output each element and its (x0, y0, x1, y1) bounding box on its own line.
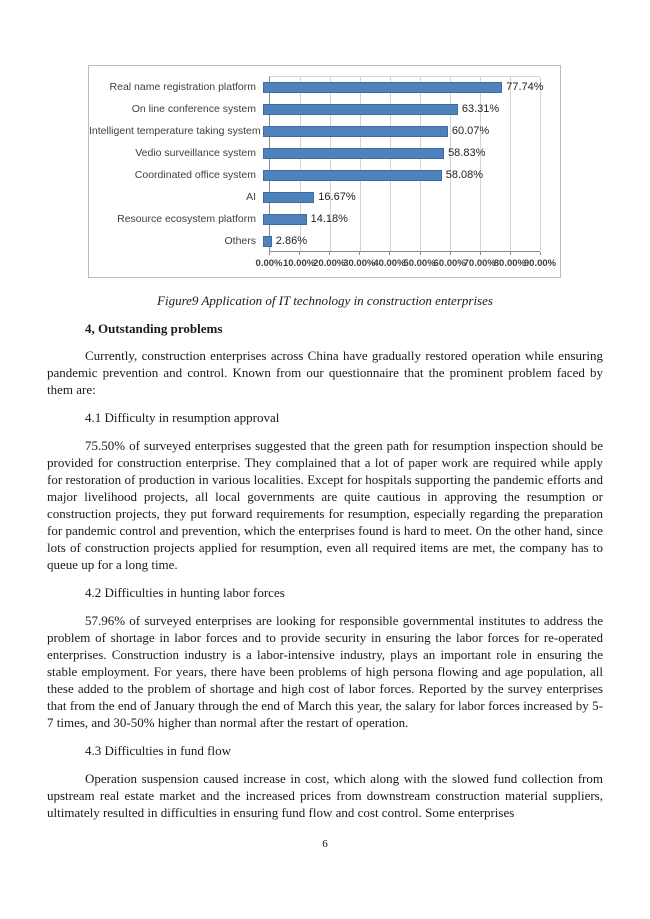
body-paragraph: Operation suspension caused increase in cost, which along with the slowed fund collection from upstream real estate market and the increased prices from downstream construction material suppliers, ultimately resulted in difficulties in ensuring fund flow and cost control. Some enterprises (47, 771, 603, 820)
chart-bar-value-label: 58.83% (448, 147, 486, 159)
figure-caption: Figure9 Application of IT technology in construction enterprises (157, 293, 493, 308)
section-subheading: 4.3 Difficulties in fund flow (85, 743, 231, 758)
chart-x-tick-label: 70.00% (463, 258, 496, 269)
section-subheading: 4.1 Difficulty in resumption approval (85, 410, 280, 425)
chart-x-tick-label: 40.00% (373, 258, 406, 269)
chart-row (89, 230, 540, 252)
section-subheading: 4.2 Difficulties in hunting labor forces (85, 585, 285, 600)
chart-x-tick (510, 252, 511, 255)
chart-x-tick (450, 252, 451, 255)
chart-bar-track (263, 76, 544, 98)
chart-bar (263, 170, 442, 181)
chart-row (89, 76, 544, 98)
chart-bar-value-label: 58.08% (445, 169, 484, 181)
chart-x-tick-label: 0.00% (255, 258, 283, 269)
body-paragraph: Currently, construction enterprises across China have gradually restored operation while ensuring pandemic prevention and control. Known from our questionnaire that the prominent problem faced by them are: (47, 348, 603, 397)
chart-bar-track (263, 120, 540, 142)
chart-bar (263, 192, 314, 203)
body-paragraph: 57.96% of surveyed enterprises are looking for responsible governmental institutes to address the problem of shortage in labor forces and to provide security in ensuring the labor forces for re-operated enterprises. Construction industry is a labor-intensive industry, plays an important role in ensuring the stable employment. For years, there have been problems of high persona flowing and age population, all these added to the problem of shortage and high cost of labor forces. Reported by the survey enterprises that from the end of January through the end of March this year, the salary for labor forces increased by 5-7 times, and 30-50% higher than normal after the restart of operation. (47, 613, 603, 730)
chart-row (89, 164, 540, 186)
chart-category-label: AI (246, 191, 256, 203)
chart-x-tick (329, 252, 330, 255)
chart-bar (263, 82, 502, 93)
chart-row (89, 120, 540, 142)
chart-category-label: On line conference system (131, 103, 256, 115)
chart-x-tick (540, 252, 541, 255)
chart-x-tick-label: 50.00% (403, 258, 436, 269)
chart-bar-value-label: 14.18% (310, 213, 348, 225)
chart-category-label: Vedio surveillance system (135, 147, 256, 159)
chart-x-tick (269, 252, 270, 255)
chart-bar-track (263, 208, 540, 230)
page-number: 6 (322, 838, 328, 850)
chart-category-label: Coordinated office system (134, 169, 256, 181)
chart-x-tick-label: 20.00% (313, 258, 346, 269)
chart-bar (263, 214, 307, 225)
chart-bar-track (263, 98, 540, 120)
chart-bar-value-label: 2.86% (275, 235, 307, 247)
chart-bar-value-label: 77.74% (506, 81, 544, 93)
chart-category-label: Intelligent temperature taking system (89, 125, 261, 137)
chart-x-tick-label: 90.00% (523, 258, 557, 269)
chart-category-label: Real name registration platform (109, 81, 256, 93)
chart-category-label: Resource ecosystem platform (117, 213, 256, 225)
chart-row (89, 98, 540, 120)
chart-x-tick-label: 10.00% (282, 258, 316, 269)
chart-row (89, 142, 540, 164)
chart-bar (263, 148, 444, 159)
section-heading: 4, Outstanding problems (85, 321, 223, 336)
chart-x-axis (255, 252, 557, 277)
chart-category-label: Others (224, 235, 256, 247)
chart-bar-track (263, 164, 540, 186)
chart-x-tick (420, 252, 421, 255)
chart-bar-value-label: 60.07% (451, 125, 490, 137)
chart-bar-track (263, 142, 540, 164)
chart-bar (263, 104, 458, 115)
chart-x-tick (359, 252, 360, 255)
chart-row (89, 186, 540, 208)
chart-bar-track (263, 186, 540, 208)
chart-gridline (540, 77, 541, 251)
chart-x-tick-label: 60.00% (433, 258, 466, 269)
chart-x-tick (480, 252, 481, 255)
chart-x-tick (299, 252, 300, 255)
chart-x-tick-label: 30.00% (343, 258, 376, 269)
chart-x-tick (389, 252, 390, 255)
chart-rows (89, 76, 544, 252)
chart-bar-value-label: 63.31% (461, 103, 500, 115)
it-application-bar-chart (88, 65, 561, 278)
chart-x-tick-label: 80.00% (493, 258, 526, 269)
body-paragraph: 75.50% of surveyed enterprises suggested that the green path for resumption inspection should be provided for construction enterprise. They complained that a lot of paper work are required while apply for restoration of production in various localities. Except for hospitals supporting the pandemic efforts and major livelihood projects, all local governments are quite cautious in approving the resumption or construction projects, they put forward requirements for resumption, especially regarding the preparation for pandemic control and prevention, which the enterprises found is hard to meet. On the other hand, since lots of construction projects applied for resumption, even all required items are met, the company has to queue up for a long time. (47, 438, 603, 572)
document-body (47, 320, 603, 832)
chart-bar (263, 236, 272, 247)
chart-bar-value-label: 16.67% (318, 191, 356, 203)
chart-bar-track (263, 230, 540, 252)
chart-row (89, 208, 540, 230)
chart-bar (263, 126, 448, 137)
